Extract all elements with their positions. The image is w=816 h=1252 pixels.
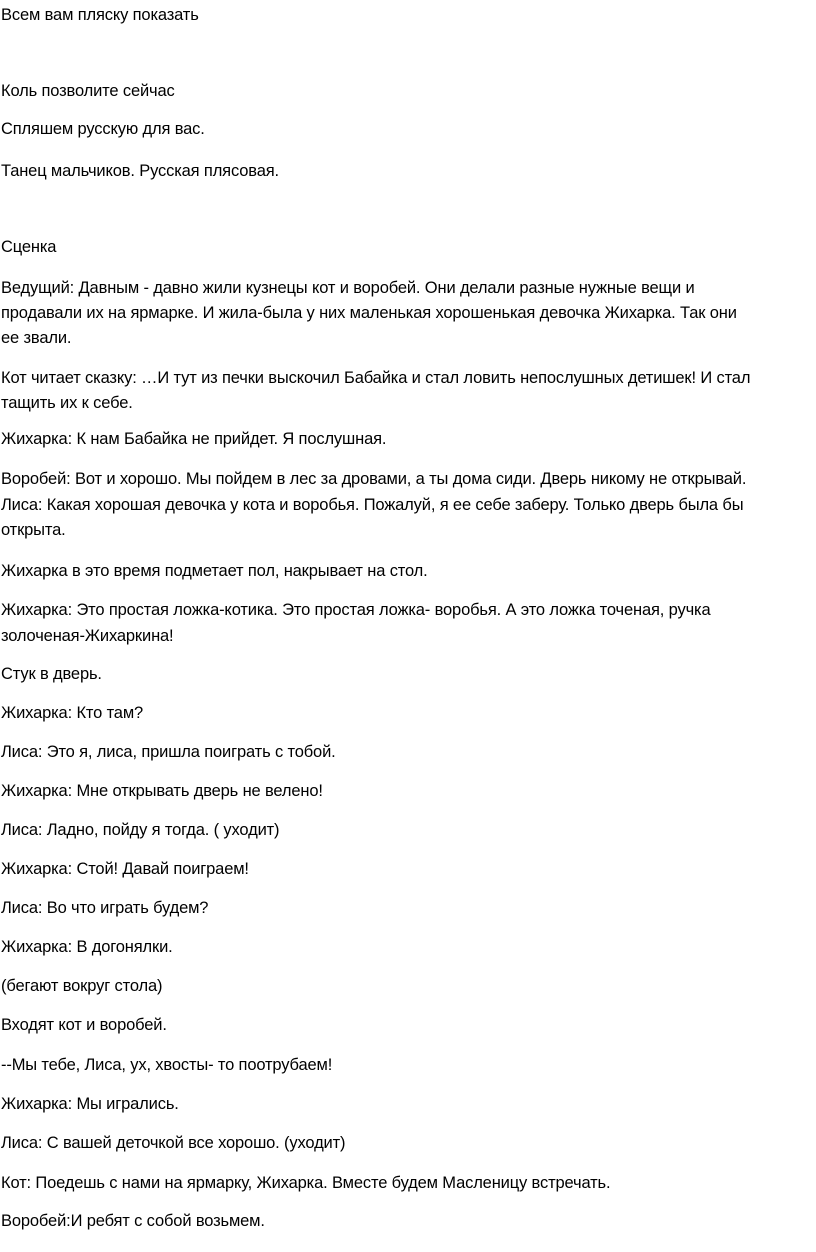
text-line: Танец мальчиков. Русская плясовая. (1, 162, 279, 180)
text-line: ее звали. (1, 329, 72, 347)
text-line: Коль позволите сейчас (1, 82, 175, 100)
text-line: Воробей: Вот и хорошо. Мы пойдем в лес за дровами, а ты дома сиди. Дверь никому не открывай. (1, 470, 747, 488)
text-line: (бегают вокруг стола) (1, 977, 163, 995)
text-line: Жихарка: К нам Бабайка не прийдет. Я послушная. (1, 430, 387, 448)
text-line: Жихарка в это время подметает пол, накрывает на стол. (1, 562, 428, 580)
text-line: Лиса: С вашей деточкой все хорошо. (уходит) (1, 1134, 346, 1152)
text-line: --Мы тебе, Лиса, ух, хвосты- то поотрубаем! (1, 1056, 333, 1074)
text-line: продавали их на ярмарке. И жила-была у них маленькая хорошенькая девочка Жихарка. Так они (1, 304, 737, 322)
text-line: Всем вам пляску показать (1, 6, 199, 24)
text-line: Жихарка: Мы игрались. (1, 1095, 179, 1113)
section-heading: Сценка (1, 238, 57, 256)
text-line: Стук в дверь. (1, 665, 102, 683)
text-line: Лиса: Во что играть будем? (1, 899, 209, 917)
text-line: открыта. (1, 521, 66, 539)
text-line: Жихарка: Кто там? (1, 704, 144, 722)
text-line: Ведущий: Давным - давно жили кузнецы кот и воробей. Они делали разные нужные вещи и (1, 279, 695, 297)
text-line: Жихарка: Мне открывать дверь не велено! (1, 782, 323, 800)
text-line: Жихарка: В догонялки. (1, 938, 173, 956)
text-line: Входят кот и воробей. (1, 1016, 167, 1034)
text-line: Спляшем русскую для вас. (1, 120, 205, 138)
text-line: Лиса: Это я, лиса, пришла поиграть с тобой. (1, 743, 336, 761)
text-line: Жихарка: Стой! Давай поиграем! (1, 860, 249, 878)
text-line: Воробей:И ребят с собой возьмем. (1, 1212, 265, 1230)
text-line: золоченая-Жихаркина! (1, 627, 174, 645)
text-line: Лиса: Ладно, пойду я тогда. ( уходит) (1, 821, 280, 839)
text-line: Жихарка: Это простая ложка-котика. Это простая ложка- воробья. А это ложка точеная, ручка (1, 601, 711, 619)
text-line: тащить их к себе. (1, 394, 133, 412)
text-line: Лиса: Какая хорошая девочка у кота и воробья. Пожалуй, я ее себе заберу. Только дверь была бы (1, 496, 744, 514)
text-line: Кот: Поедешь с нами на ярмарку, Жихарка. Вместе будем Масленицу встречать. (1, 1174, 611, 1192)
text-line: Кот читает сказку: …И тут из печки выскочил Бабайка и стал ловить непослушных детишек! И стал (1, 369, 751, 387)
